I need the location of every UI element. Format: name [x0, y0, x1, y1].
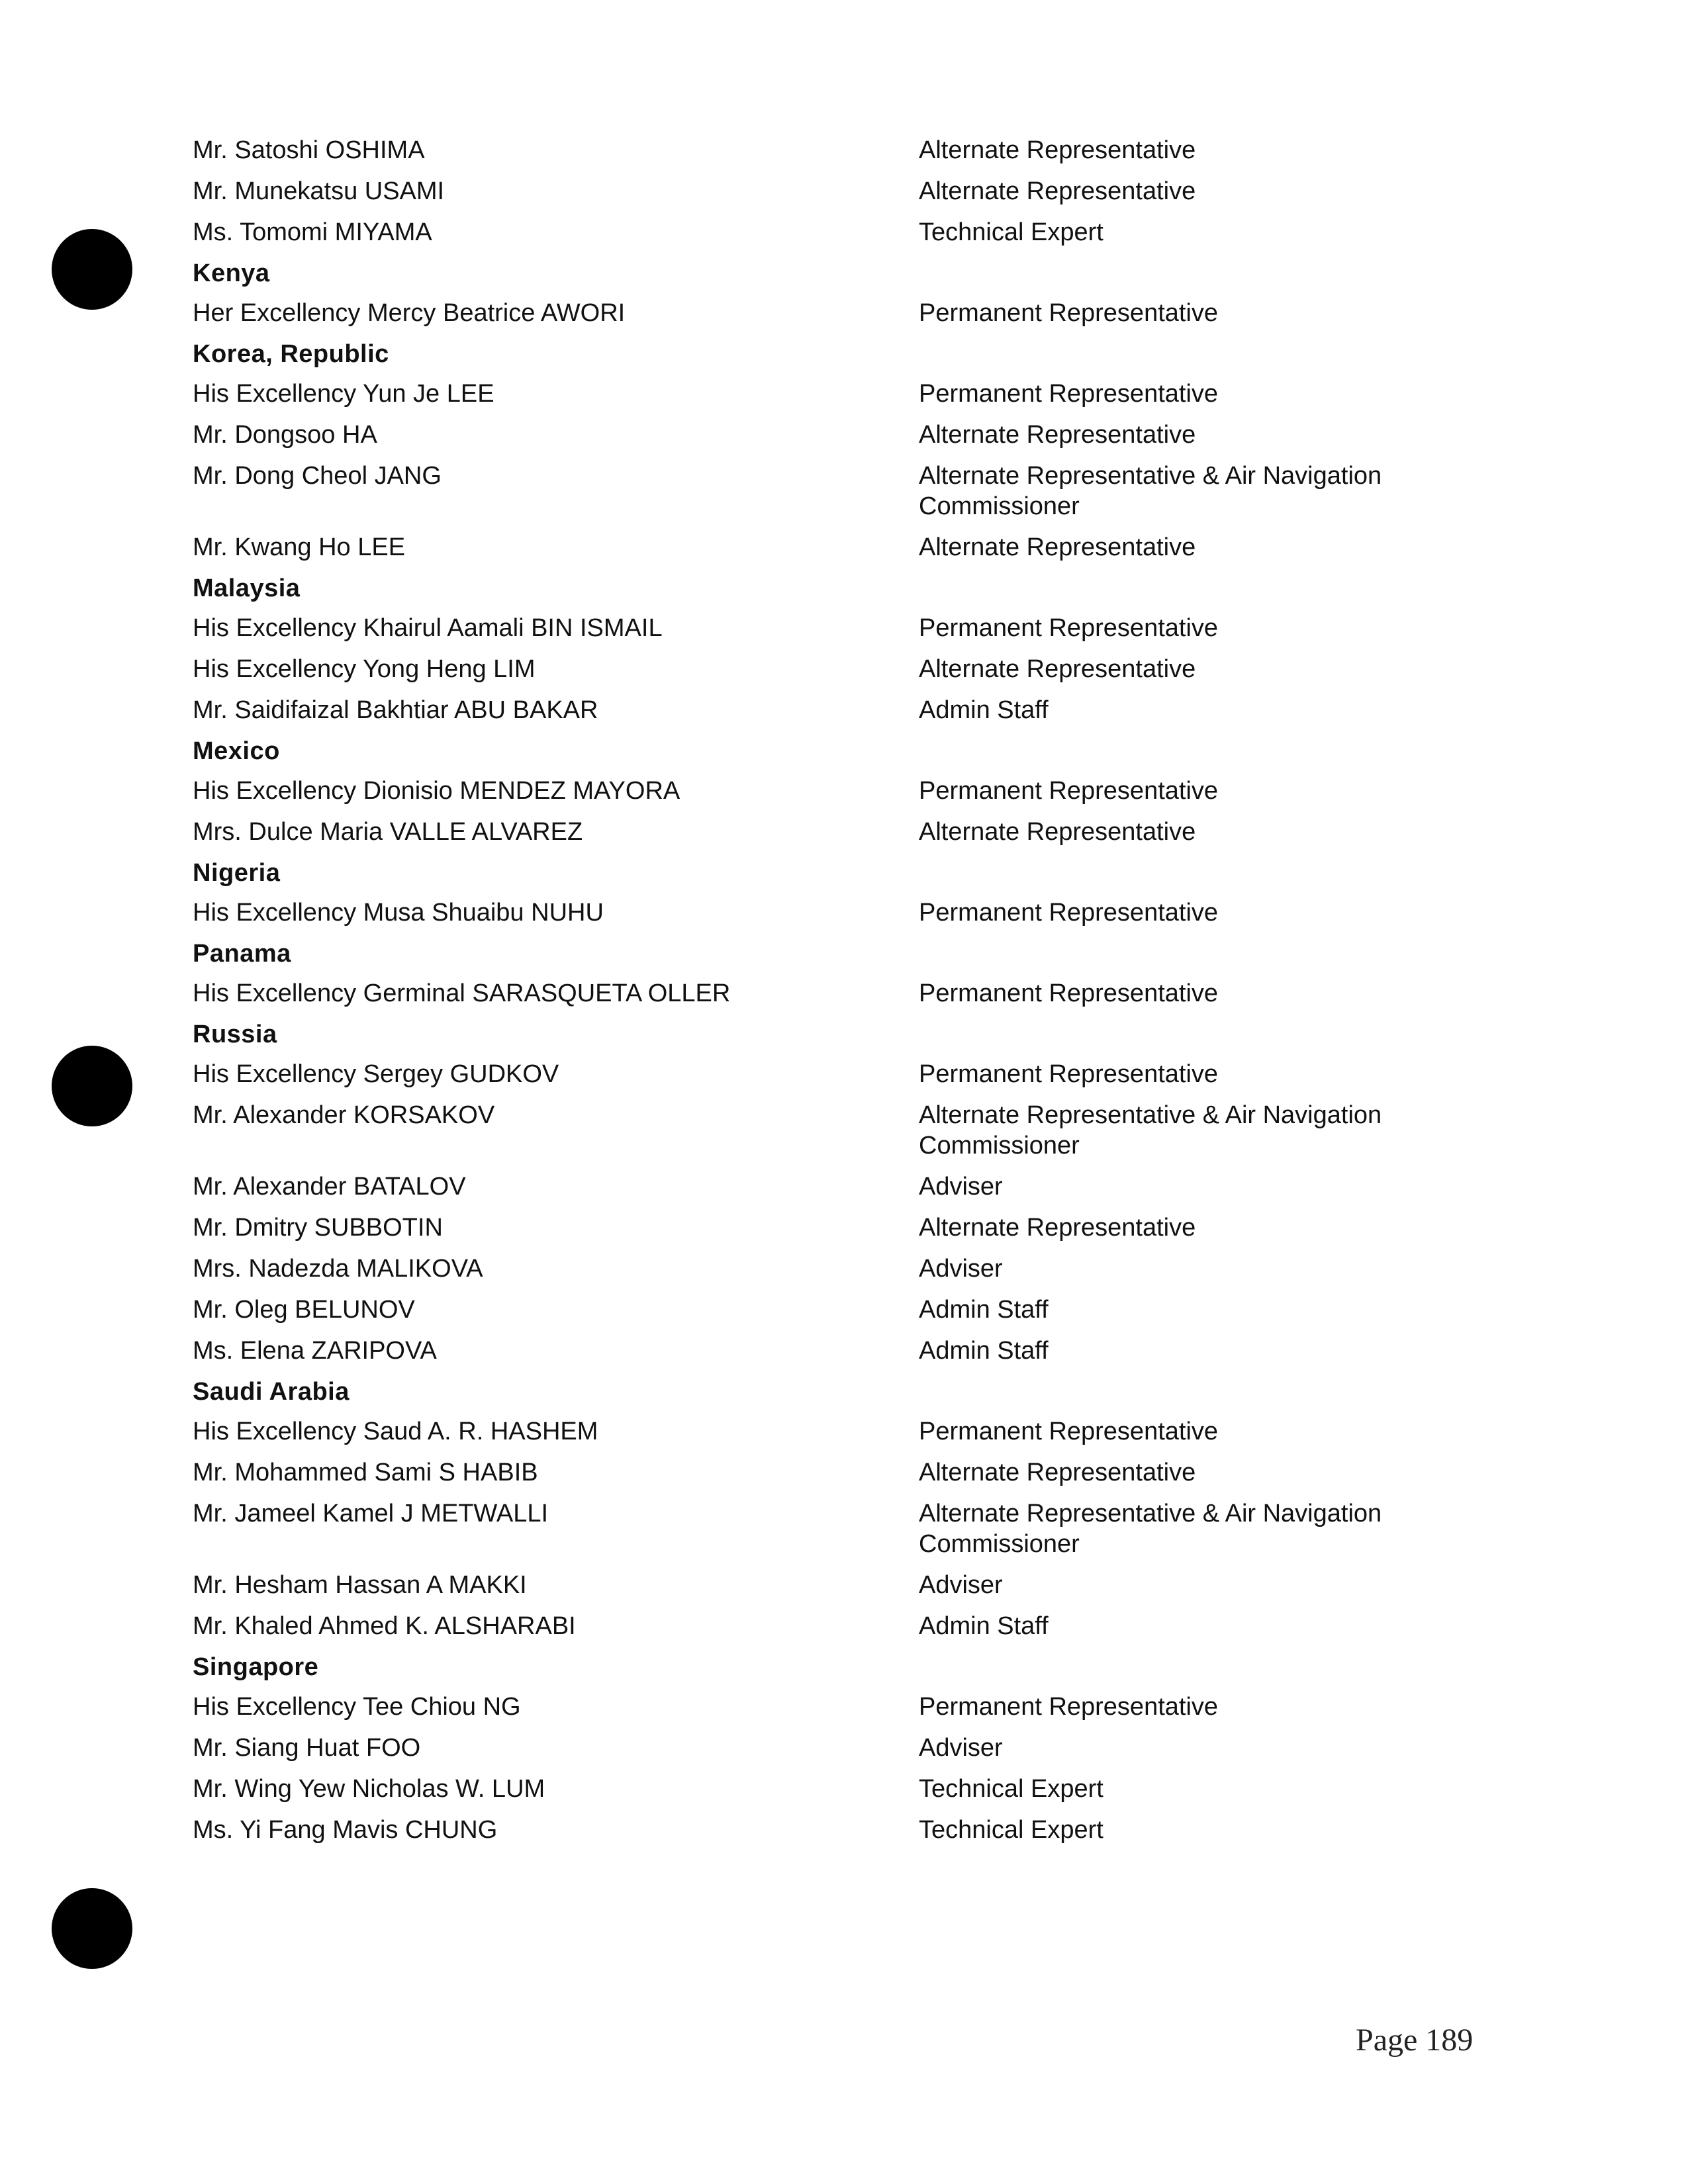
delegate-row [193, 1171, 1490, 1202]
delegate-role: Technical Expert [919, 1775, 1103, 1803]
delegate-name: Mr. Kwang Ho LEE [193, 533, 406, 561]
delegate-name: Mrs. Nadezda MALIKOVA [193, 1255, 483, 1283]
delegate-row [193, 613, 1490, 643]
delegate-name: Mr. Siang Huat FOO [193, 1734, 421, 1762]
delegate-row [193, 1498, 1490, 1559]
delegate-name: Mr. Dmitry SUBBOTIN [193, 1214, 443, 1242]
delegate-name: His Excellency Musa Shuaibu NUHU [193, 899, 604, 927]
delegate-row [193, 695, 1490, 725]
delegation-list [193, 135, 1490, 1856]
delegate-row [193, 1692, 1490, 1722]
delegate-name: Mr. Jameel Kamel J METWALLI [193, 1500, 549, 1527]
delegate-row [193, 1570, 1490, 1600]
delegate-row [193, 379, 1490, 409]
delegate-name: Mr. Hesham Hassan A MAKKI [193, 1571, 527, 1599]
delegate-role: Admin Staff [919, 1337, 1049, 1365]
delegate-role: Alternate Representative [919, 1459, 1196, 1486]
delegate-role: Alternate Representative [919, 655, 1196, 683]
delegate-role: Adviser [919, 1734, 1003, 1762]
delegate-role: Adviser [919, 1255, 1003, 1283]
punch-hole-top [52, 229, 132, 310]
delegate-name: Mr. Mohammed Sami S HABIB [193, 1459, 538, 1486]
country-heading: Malaysia [193, 574, 301, 602]
country-heading: Nigeria [193, 859, 281, 887]
delegate-role: Permanent Representative [919, 979, 1219, 1007]
delegate-role: Alternate Representative [919, 177, 1196, 205]
delegate-row [193, 654, 1490, 684]
country-heading: Mexico [193, 737, 280, 765]
delegate-role: Technical Expert [919, 218, 1103, 246]
delegate-role: Alternate Representative & Air Navigation Commissioner [919, 1500, 1382, 1558]
delegate-role: Permanent Representative [919, 777, 1219, 805]
delegate-role: Technical Expert [919, 1816, 1103, 1844]
delegate-row [193, 1815, 1490, 1845]
delegate-name: His Excellency Khairul Aamali BIN ISMAIL [193, 614, 663, 642]
delegate-row [193, 776, 1490, 806]
delegate-row [193, 1416, 1490, 1447]
delegate-name: His Excellency Germinal SARASQUETA OLLER [193, 979, 731, 1007]
delegate-row [193, 420, 1490, 450]
delegate-row [193, 532, 1490, 563]
delegate-name: His Excellency Saud A. R. HASHEM [193, 1418, 598, 1445]
delegate-role: Alternate Representative [919, 818, 1196, 846]
delegate-row [193, 897, 1490, 928]
delegate-role: Permanent Representative [919, 1418, 1219, 1445]
delegate-name: His Excellency Tee Chiou NG [193, 1693, 521, 1721]
delegate-name: Ms. Yi Fang Mavis CHUNG [193, 1816, 498, 1844]
country-heading: Singapore [193, 1653, 319, 1681]
delegate-role: Admin Staff [919, 1612, 1049, 1640]
delegate-role: Alternate Representative [919, 136, 1196, 164]
delegate-role: Permanent Representative [919, 899, 1219, 927]
punch-hole-middle [52, 1046, 132, 1126]
delegate-name: Mr. Satoshi OSHIMA [193, 136, 425, 164]
delegate-row [193, 978, 1490, 1009]
delegate-row [193, 1059, 1490, 1089]
delegate-row [193, 1295, 1490, 1325]
delegate-row [193, 1212, 1490, 1243]
delegate-row [193, 1100, 1490, 1161]
delegate-name: Mr. Oleg BELUNOV [193, 1296, 415, 1324]
delegate-name: Mr. Alexander BATALOV [193, 1173, 466, 1201]
delegate-row [193, 176, 1490, 206]
delegate-name: Mr. Munekatsu USAMI [193, 177, 445, 205]
country-heading: Kenya [193, 259, 270, 287]
delegate-role: Admin Staff [919, 1296, 1049, 1324]
country-heading: Panama [193, 940, 291, 968]
delegate-row [193, 1336, 1490, 1366]
delegate-name: His Excellency Dionisio MENDEZ MAYORA [193, 777, 680, 805]
delegate-row [193, 1611, 1490, 1641]
country-heading: Russia [193, 1021, 277, 1048]
delegate-name: Mr. Dongsoo HA [193, 421, 377, 449]
delegate-role: Adviser [919, 1173, 1003, 1201]
delegate-name: Mr. Khaled Ahmed K. ALSHARABI [193, 1612, 576, 1640]
delegate-row [193, 1733, 1490, 1763]
delegate-role: Admin Staff [919, 696, 1049, 724]
delegate-name: Mr. Wing Yew Nicholas W. LUM [193, 1775, 545, 1803]
delegate-role: Alternate Representative & Air Navigation Commissioner [919, 1101, 1382, 1160]
delegate-row [193, 298, 1490, 328]
delegate-name: Ms. Tomomi MIYAMA [193, 218, 432, 246]
delegate-name: Mr. Dong Cheol JANG [193, 462, 442, 490]
delegate-role: Permanent Representative [919, 1060, 1219, 1088]
delegate-role: Adviser [919, 1571, 1003, 1599]
delegate-row [193, 461, 1490, 522]
country-heading: Korea, Republic [193, 340, 389, 368]
delegate-name: His Excellency Sergey GUDKOV [193, 1060, 559, 1088]
delegate-role: Permanent Representative [919, 614, 1219, 642]
delegate-name: Ms. Elena ZARIPOVA [193, 1337, 437, 1365]
punch-hole-bottom [52, 1888, 132, 1969]
delegate-row [193, 1253, 1490, 1284]
country-heading: Saudi Arabia [193, 1378, 350, 1406]
page-number: Page 189 [1356, 2023, 1474, 2058]
delegate-row [193, 817, 1490, 847]
delegate-role: Alternate Representative [919, 1214, 1196, 1242]
delegate-role: Alternate Representative [919, 421, 1196, 449]
delegate-role: Alternate Representative & Air Navigation Commissioner [919, 462, 1382, 520]
delegate-role: Permanent Representative [919, 1693, 1219, 1721]
delegate-name: Mrs. Dulce Maria VALLE ALVAREZ [193, 818, 583, 846]
delegate-role: Alternate Representative [919, 533, 1196, 561]
delegate-name: Mr. Alexander KORSAKOV [193, 1101, 495, 1129]
delegate-role: Permanent Representative [919, 299, 1219, 327]
delegate-row [193, 1457, 1490, 1488]
delegate-name: Mr. Saidifaizal Bakhtiar ABU BAKAR [193, 696, 598, 724]
delegate-name: Her Excellency Mercy Beatrice AWORI [193, 299, 626, 327]
delegate-name: His Excellency Yong Heng LIM [193, 655, 536, 683]
delegate-name: His Excellency Yun Je LEE [193, 380, 494, 408]
delegate-role: Permanent Representative [919, 380, 1219, 408]
delegate-row [193, 135, 1490, 165]
delegate-row [193, 1774, 1490, 1804]
delegate-row [193, 217, 1490, 248]
